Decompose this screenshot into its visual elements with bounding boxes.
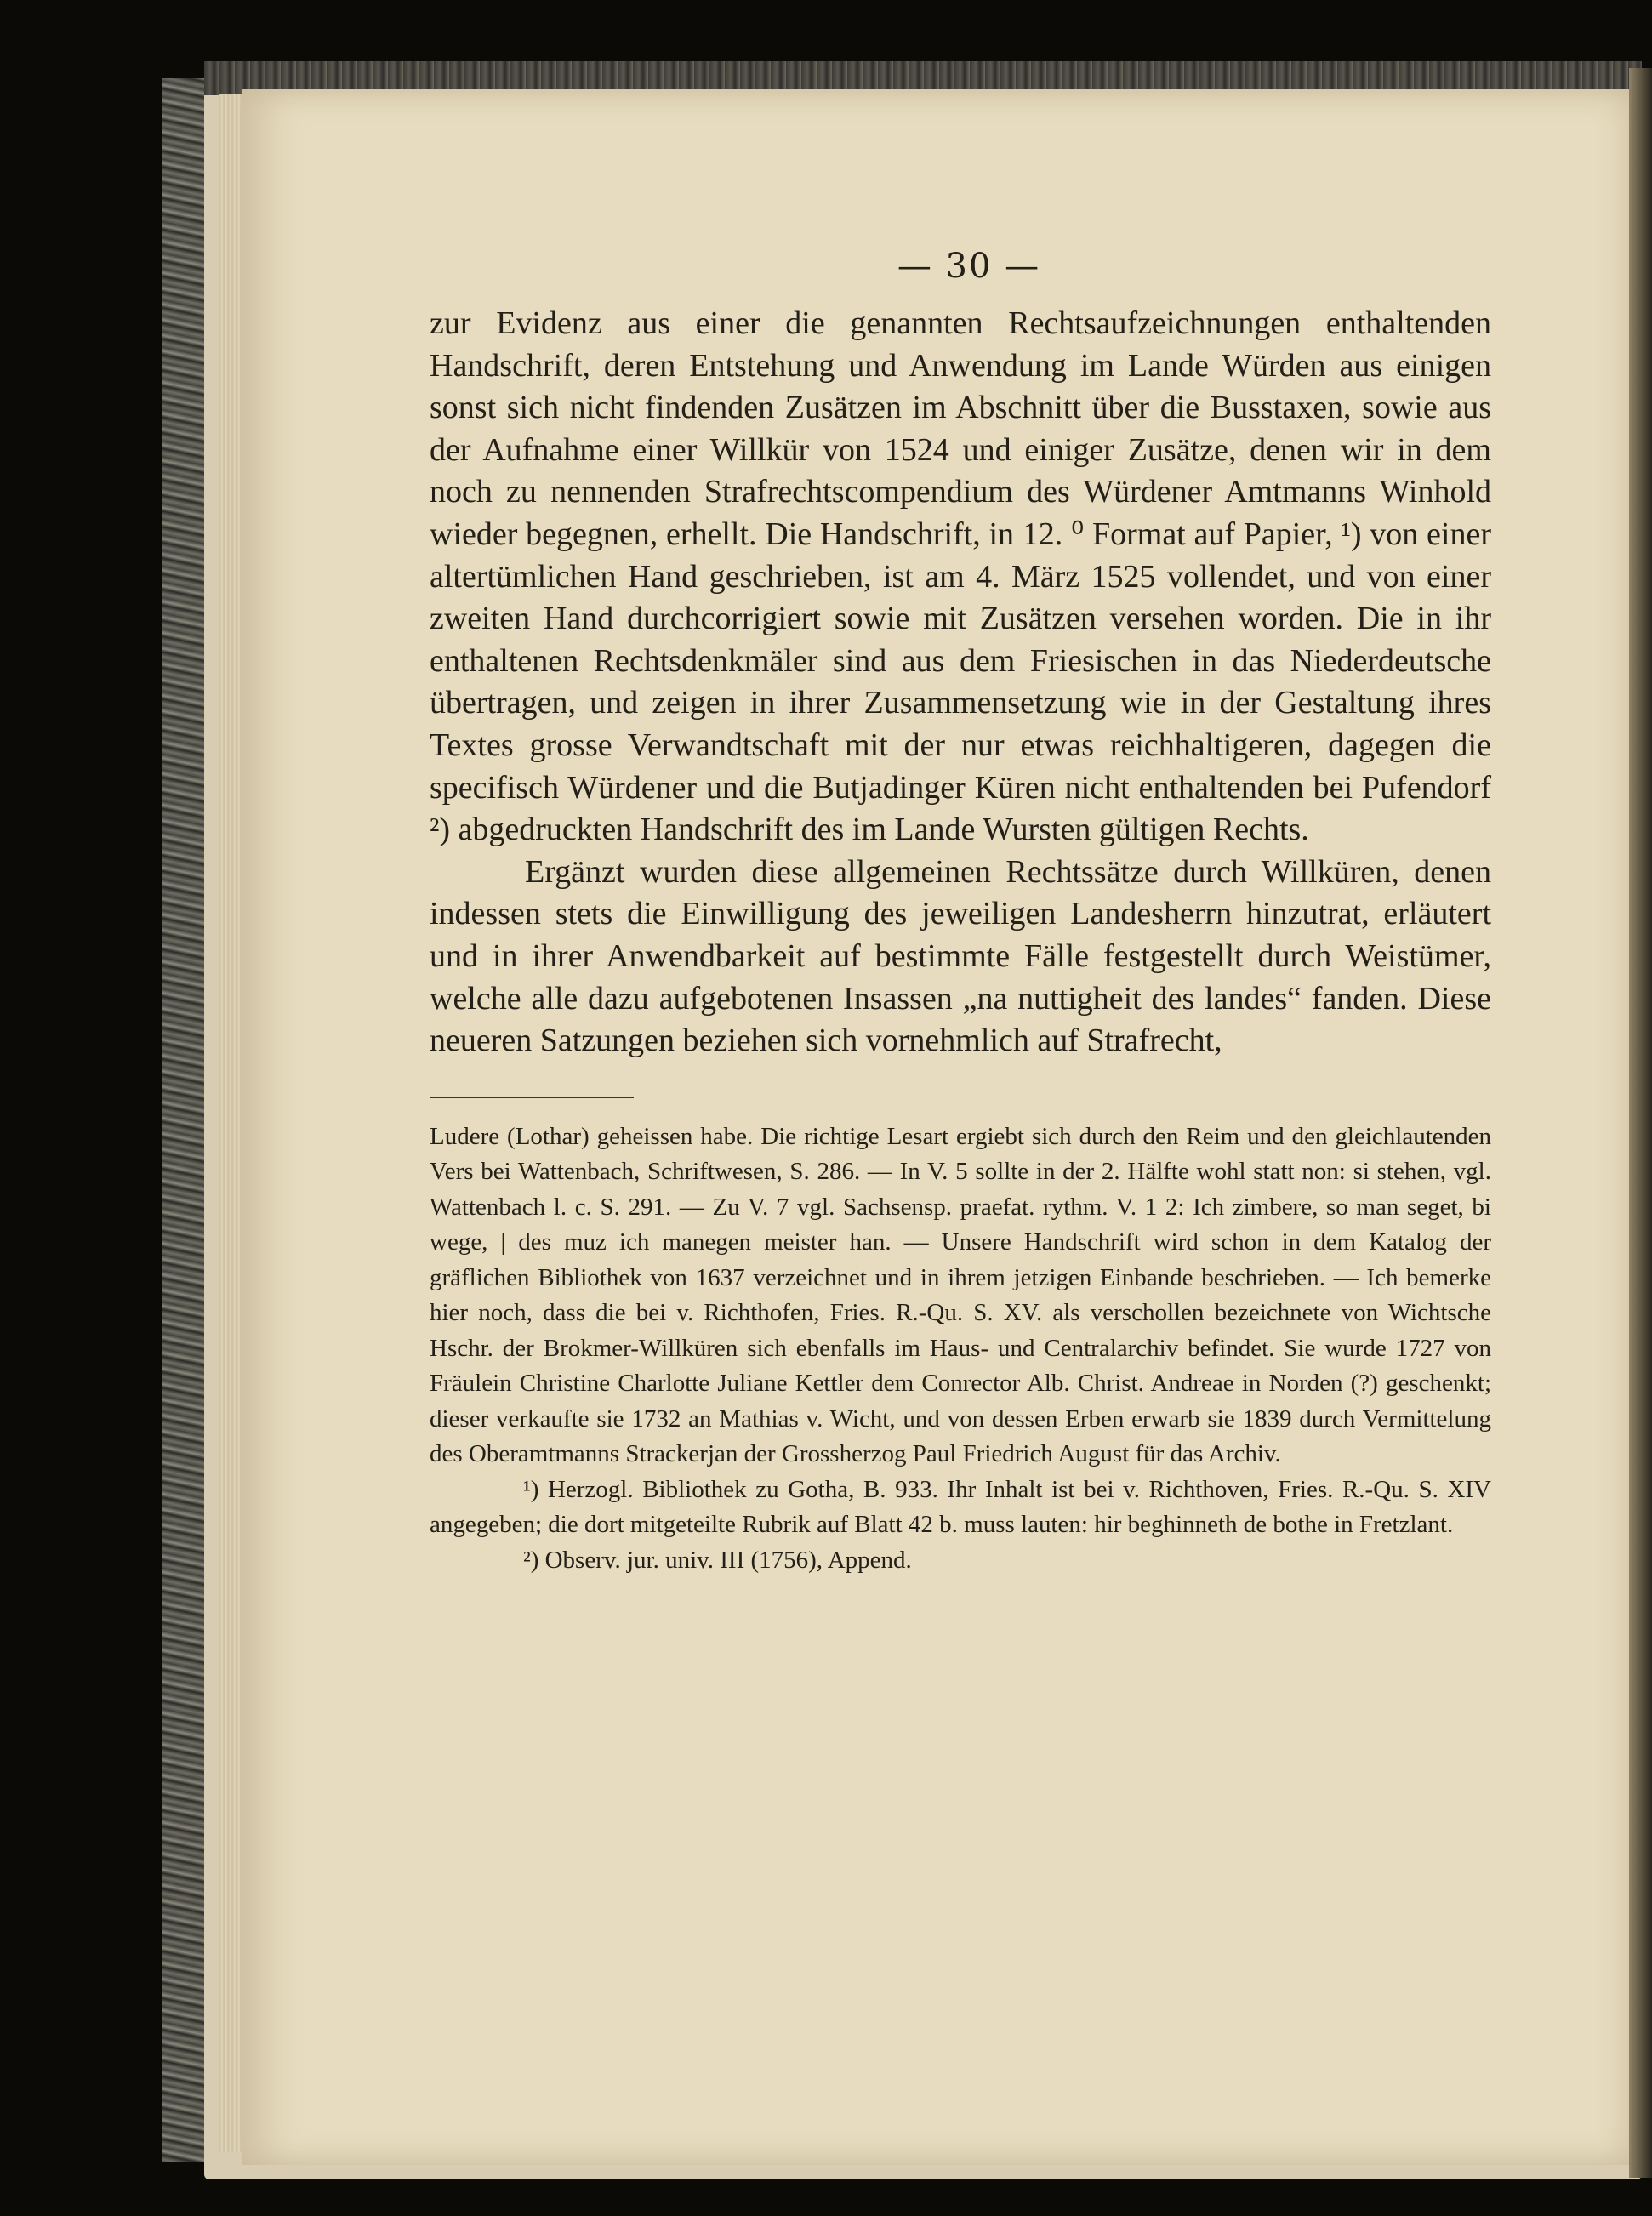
main-text bbox=[430, 303, 1491, 1062]
page-right-shadow bbox=[1629, 68, 1652, 2178]
footnote-separator bbox=[430, 1097, 634, 1098]
footnote-continuation: Ludere (Lothar) geheissen habe. Die richtige Lesart ergiebt sich durch den Reim und den gleichlautenden Vers bei Wattenbach, Schriftwesen, S. 286. — In V. 5 sollte in der 2. Hälfte wohl statt non: si stehen, vgl. Wattenbach l. c. S. 291. — Zu V. 7 vgl. Sachsensp. praefat. rythm. V. 1 2: Ich zimbere, so man seget, bi wege, | des muz ich manegen meister han. — Unsere Handschrift wird schon in dem Katalog der gräflichen Bibliothek von 1637 verzeichnet und in ihrem jetzigen Einbande beschrieben. — Ich bemerke hier noch, dass die bei v. Richthofen, Fries. R.-Qu. S. XV. als verschollen bezeichnete von Wichtsche Hschr. der Brokmer-Willküren sich ebenfalls im Haus- und Centralarchiv befindet. Sie wurde 1727 von Fräulein Christine Charlotte Juliane Kettler dem Conrector Alb. Christ. Andreae in Norden (?) geschenkt; dieser verkaufte sie 1732 an Mathias v. Wicht, und von dessen Erben erwarb sie 1839 durch Vermittelung des Oberamtmanns Strackerjan der Grossherzog Paul Friedrich August für das Archiv. bbox=[430, 1122, 1491, 1468]
footnotes bbox=[430, 1119, 1491, 1579]
page-leaf-edges bbox=[219, 94, 245, 2152]
footnote-1: ¹) Herzogl. Bibliothek zu Gotha, B. 933. Ihr Inhalt ist bei v. Richthoven, Fries. R.-Qu. S. XIV angegeben; die dort mitgeteilte Rubrik auf Blatt 42 b. muss lauten: hir beghinneth de bothe in Fretzlant. bbox=[430, 1475, 1491, 1539]
paragraph-2: Ergänzt wurden diese allgemeinen Rechtssätze durch Willküren, denen indessen stets die Einwilligung des jeweiligen Landesherrn hinzutrat, erläutert und in ihrer Anwendbarkeit auf bestimmte Fälle festgestellt durch Weistümer, welche alle dazu aufgebotenen Insassen „na nuttigheit des landes“ fanden. Diese neueren Satzungen beziehen sich vornehmlich auf Strafrecht, bbox=[430, 853, 1491, 1059]
page-content bbox=[430, 247, 1491, 1578]
footnote-2: ²) Observ. jur. univ. III (1756), Append. bbox=[523, 1546, 912, 1574]
page-number: — 30 — bbox=[897, 247, 1041, 286]
paragraph-1: zur Evidenz aus einer die genannten Rechtsaufzeichnungen enthaltenden Handschrift, deren Entstehung und Anwendung im Lande Würden aus einigen sonst sich nicht findenden Zusätzen im Abschnitt über die Busstaxen, sowie aus der Aufnahme einer Willkür von 1524 und einiger Zusätze, denen wir in dem noch zu nennenden Strafrechtscompendium des Würdener Amtmanns Winhold wieder begegnen, erhellt. Die Handschrift, in 12. ⁰ Format auf Papier, ¹) von einer altertümlichen Hand geschrieben, ist am 4. März 1525 vollendet, und von einer zweiten Hand durchcorrigiert sowie mit Zusätzen versehen worden. Die in ihr enthaltenen Rechtsdenkmäler sind aus dem Friesischen in das Niederdeutsche übertragen, und zeigen in ihrer Zusammensetzung wie in der Gestaltung ihres Textes grosse Verwandtschaft mit der nur etwas reichhaltigeren, dagegen die specifisch Würdener und die Butjadinger Küren nicht enthaltenden bei Pufendorf ²) abgedruckten Handschrift des im Lande Wursten gültigen Rechts. bbox=[430, 305, 1491, 848]
